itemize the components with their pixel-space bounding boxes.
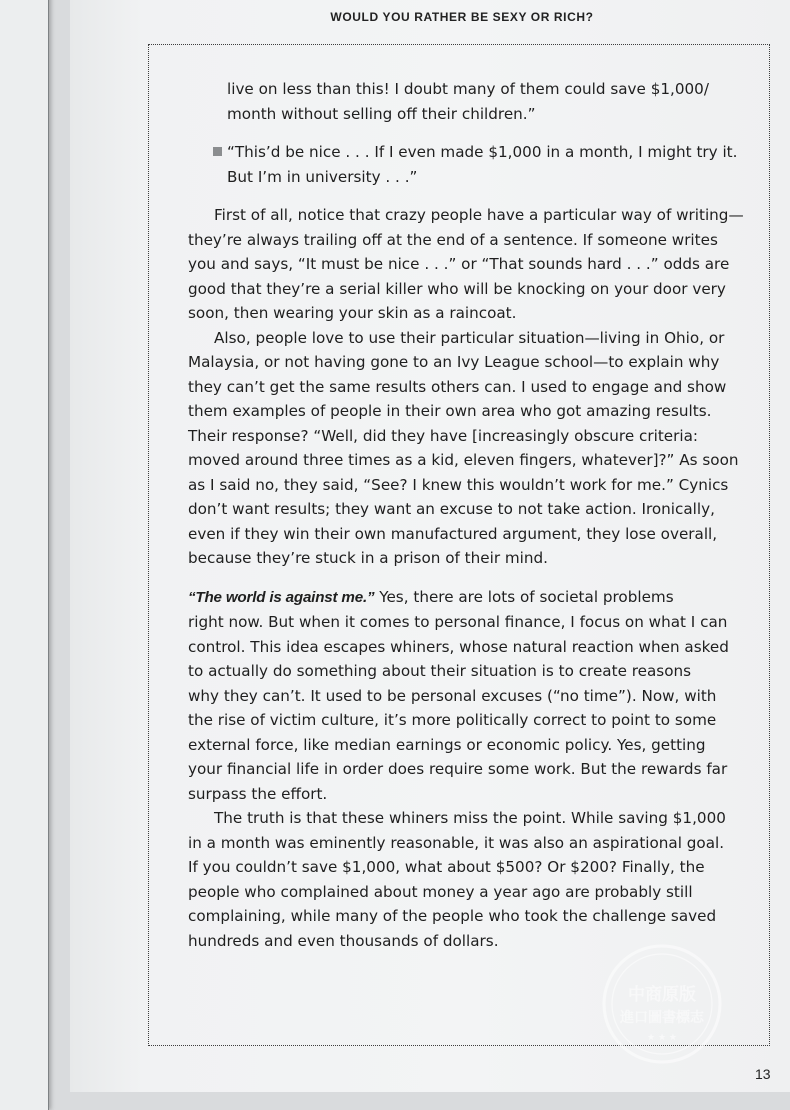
text-line: Also, people love to use their particular situation—living in Ohio, or [214, 328, 725, 347]
text-line: “This’d be nice . . . If I even made $1,000 in a month, I might try it. [227, 143, 738, 161]
running-head: WOULD YOU RATHER BE SEXY OR RICH? [330, 10, 594, 24]
text-line: external force, like median earnings or economic policy. Yes, getting [188, 735, 706, 754]
previous-page-edge [0, 0, 49, 1110]
body-text [188, 77, 748, 953]
text-line: them examples of people in their own area who got amazing results. [188, 402, 712, 420]
text-line: Their response? “Well, did they have [increasingly obscure criteria: [188, 426, 699, 445]
text-line: hundreds and even thousands of dollars. [188, 931, 499, 950]
stamp-text-sub: 進口圖書標志 [620, 1010, 704, 1026]
text-line: complaining, while many of the people who took the challenge saved [188, 907, 717, 925]
opening-quote [188, 77, 748, 126]
text-line: as I said no, they said, “See? I knew this wouldn’t work for me.” Cynics [188, 475, 729, 494]
text-line: good that they’re a serial killer who will be knocking on your door very [188, 279, 726, 298]
paragraph-particular-situation [188, 326, 748, 571]
text-line: The truth is that these whiners miss the point. While saving $1,000 [214, 809, 726, 827]
text-line: the rise of victim culture, it’s more politically correct to point to some [188, 711, 717, 729]
page-number: 13 [755, 1066, 771, 1082]
text-line: month without selling off their children.” [227, 104, 536, 123]
watermark-stamp [600, 942, 724, 1066]
paragraph-crazy-people [188, 203, 748, 326]
text-line: why they can’t. It used to be personal excuses (“no time”). Now, with [188, 686, 717, 705]
text-line: they’re always trailing off at the end of a sentence. If someone writes [188, 230, 718, 249]
stamp-text-main: 中商原版 [628, 985, 696, 1005]
text-line: you and says, “It must be nice . . .” or “That sounds hard . . .” odds are [188, 255, 730, 273]
text-line: in a month was eminently reasonable, it was also an aspirational goal. [188, 833, 725, 852]
square-bullet-icon [213, 147, 222, 156]
text-line: First of all, notice that crazy people have a particular way of writing— [214, 206, 744, 224]
text-line: soon, then wearing your skin as a raincoat. [188, 304, 517, 322]
text-line: your financial life in order does require some work. But the rewards far [188, 760, 728, 778]
run-in-heading: “The world is against me.” [188, 588, 375, 606]
text-line: to actually do something about their situation is to create reasons [188, 662, 692, 680]
text-line: Yes, there are lots of societal problems [374, 587, 674, 606]
text-line: don’t want results; they want an excuse to not take action. Ironically, [188, 500, 715, 518]
text-line: If you couldn’t save $1,000, what about $500? Or $200? Finally, the [188, 858, 705, 876]
text-line: live on less than this! I doubt many of them could save $1,000/ [227, 80, 709, 98]
paragraph-world-against-me [188, 585, 748, 807]
text-line: right now. But when it comes to personal finance, I focus on what I can [188, 613, 728, 631]
bullet-quote [213, 140, 748, 189]
star-icon: ★ ★ ★ [647, 1033, 677, 1043]
text-line: control. This idea escapes whiners, whose natural reaction when asked [188, 637, 729, 656]
text-line: Malaysia, or not having gone to an Ivy League school—to explain why [188, 353, 720, 371]
text-line: surpass the effort. [188, 784, 328, 803]
text-line: even if they win their own manufactured argument, they lose overall, [188, 524, 718, 543]
text-line: they can’t get the same results others can. I used to engage and show [188, 377, 727, 396]
text-line: people who complained about money a year ago are probably still [188, 882, 693, 901]
text-line: But I’m in university . . .” [227, 167, 418, 186]
text-line: moved around three times as a kid, eleven fingers, whatever]?” As soon [188, 451, 739, 469]
text-line: because they’re stuck in a prison of their mind. [188, 549, 548, 567]
paragraph-truth [188, 806, 748, 953]
